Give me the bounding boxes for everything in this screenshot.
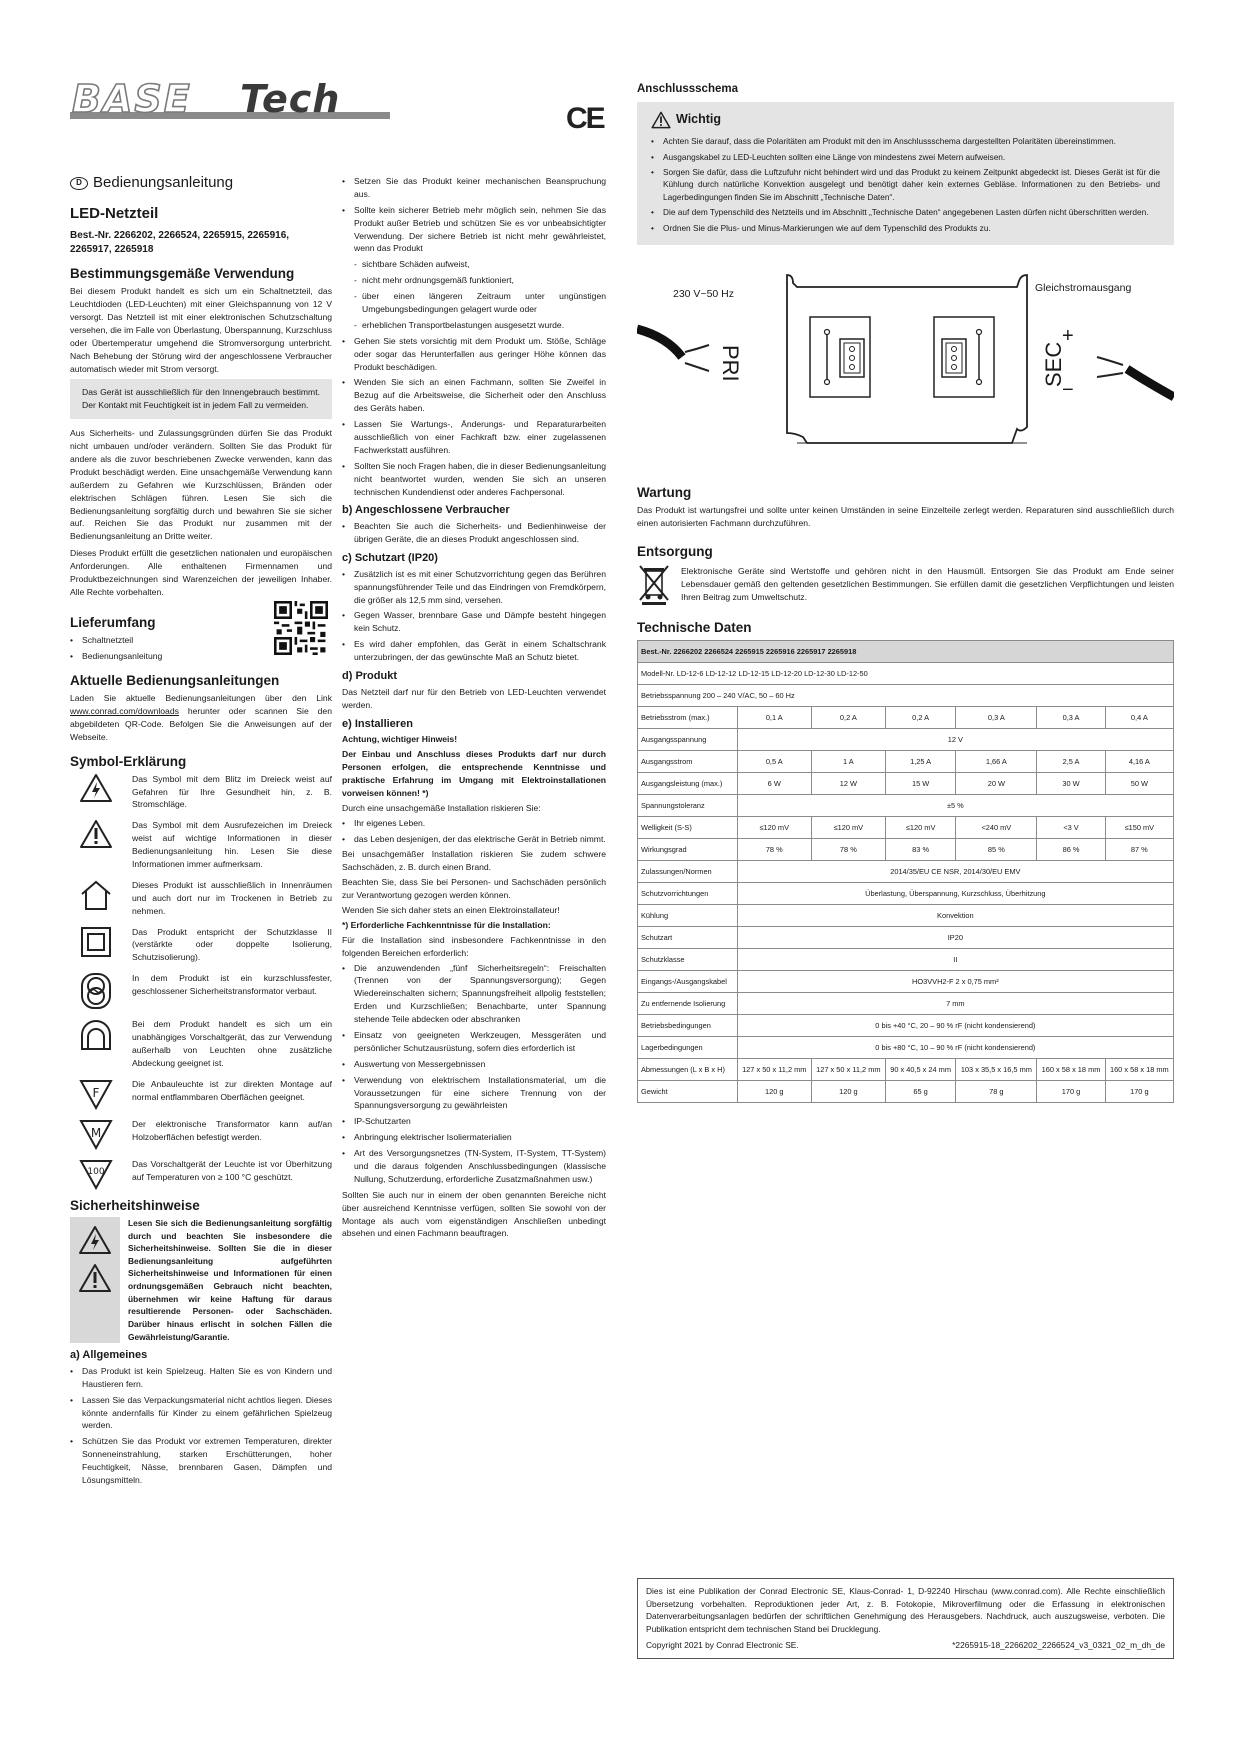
table-label: Eingangs-/Ausgangskabel — [638, 971, 738, 993]
table-cell: Konvektion — [737, 905, 1173, 927]
table-cell: 7 mm — [737, 993, 1173, 1015]
table-label: Betriebsbedingungen — [638, 1015, 738, 1037]
general-item: • Sollte kein sicherer Betrieb mehr möglich sein, nehmen Sie das Produkt außer Betrieb und schützen Sie es vor unbeabsichtigter Verwendung. Der sichere Betrieb ist nicht mehr gewährleistet, wenn das Produkt — [342, 204, 606, 256]
tech-table — [637, 640, 1174, 1103]
table-cell: 20 W — [956, 773, 1037, 795]
basetech-logo-icon — [70, 82, 395, 122]
table-row — [638, 641, 1174, 663]
table-cell: HO3VVH2-F 2 x 0,75 mm² — [737, 971, 1173, 993]
table-cell: 120 g — [811, 1081, 885, 1103]
unsafe-item: - sichtbare Schäden aufweist, — [354, 258, 606, 271]
table-label: Gewicht — [638, 1081, 738, 1103]
general-item: • Sollten Sie noch Fragen haben, die in dieser Bedienungsanleitung nicht beantwortet wurden, wenden Sie sich an unseren technischen Kundendienst oder anderes Fachpersonal. — [342, 460, 606, 499]
scope-item: • Schaltnetzteil — [70, 634, 332, 647]
general-item: • Setzen Sie das Produkt keiner mechanischen Beanspruchung aus. — [342, 175, 606, 201]
knowledge-item: • Art des Versorgungsnetzes (TN-System, IT-System, TT-System) und die daraus folgenden Anschlussbedingungen (klassische Nullung, Schutzerdung, erforderliche Zusatzmaßnahmen usw.) — [342, 1147, 606, 1186]
table-cell: 160 x 58 x 18 mm — [1037, 1059, 1105, 1081]
table-cell: 12 W — [811, 773, 885, 795]
table-row — [638, 839, 1174, 861]
ip-item: • Gegen Wasser, brennbare Gase und Dämpfe besteht hingegen kein Schutz. — [342, 609, 606, 635]
general-item: • Lassen Sie das Verpackungsmaterial nicht achtlos liegen. Dieses könnte andernfalls für Kinder zu einem gefährlichen Spielzeug werden. — [70, 1394, 332, 1433]
table-cell: 0,4 A — [1105, 707, 1173, 729]
table-label: Lagerbedingungen — [638, 1037, 738, 1059]
knowledge-item: • Auswertung von Messergebnissen — [342, 1058, 606, 1071]
table-row — [638, 1037, 1174, 1059]
unsafe-item: - erheblichen Transportbelastungen ausgesetzt wurde. — [354, 319, 606, 332]
intended-p1: Bei diesem Produkt handelt es sich um ein Schaltnetzteil, das Leuchtdioden (LED-Leuchten) mit einer Gleichspannung von 12 V versorgt. Das Netzteil ist mit einer elektronischen Schutzschaltung versehen, die im Falle von Überlastung, Überspannung, Kurzschluss oder Übertemperatur umgehend die Stromversorgung unterbricht. Nach Behebung der Störung wird der angeschlossene Verbraucher automatisch wieder mit Strom versorgt. — [70, 286, 332, 374]
exclamation-triangle-icon — [651, 111, 671, 129]
risk-item: • Ihr eigenes Leben. — [342, 817, 606, 830]
house-icon — [79, 879, 113, 911]
lightning-triangle-icon — [79, 773, 113, 803]
table-cell: Betriebsspannung 200 – 240 V/AC, 50 – 60 Hz — [638, 685, 1174, 707]
table-cell: 6 W — [737, 773, 811, 795]
symbol-row: 100 Das Vorschaltgerät der Leuchte ist vor Überhitzung auf Temperaturen von ≥ 100 °C geschützt. — [70, 1158, 332, 1190]
warning-item: • Ausgangskabel zu LED-Leuchten sollten eine Länge von mindestens zwei Metern aufweisen. — [651, 151, 1160, 163]
table-label: Betriebsstrom (max.) — [638, 707, 738, 729]
table-label: Ausgangsleistung (max.) — [638, 773, 738, 795]
svg-text:100: 100 — [87, 1166, 105, 1177]
install-warning: Achtung, wichtiger Hinweis! — [342, 734, 458, 745]
disposal-heading: Entsorgung — [637, 544, 713, 560]
knowledge-text: Für die Installation sind insbesondere Fachkenntnisse in den folgenden Bereichen erforderlich: — [342, 934, 606, 958]
table-row — [638, 729, 1174, 751]
warning-box — [637, 102, 1174, 245]
symbol-row: M Der elektronische Transformator kann auf/an Holzoberflächen befestigt werden. — [70, 1118, 332, 1150]
table-label: Schutzvorrichtungen — [638, 883, 738, 905]
table-cell: 127 x 50 x 11,2 mm — [737, 1059, 811, 1081]
wiring-heading: Anschlussschema — [637, 83, 738, 95]
knowledge-item: • Anbringung elektrischer Isoliermaterialien — [342, 1131, 606, 1144]
qr-code-icon — [274, 601, 328, 655]
pri-label: PRI — [718, 345, 743, 382]
copyright: Copyright 2021 by Conrad Electronic SE. — [646, 1640, 799, 1651]
knowledge-item: • Einsatz von geeigneten Werkzeugen, Messgeräten und persönlicher Schutzausrüstung, sofern dies erforderlich ist — [342, 1029, 606, 1055]
table-cell: 160 x 58 x 18 mm — [1105, 1059, 1173, 1081]
table-row — [638, 949, 1174, 971]
tech-heading: Technische Daten — [637, 620, 752, 636]
table-row — [638, 663, 1174, 685]
general-item: • Lassen Sie Wartungs-, Änderungs- und Reparaturarbeiten ausschließlich von einer Fachkraft bzw. einer zugelassenen Fachwerkstatt ausführen. — [342, 418, 606, 457]
output-label: Gleichstromausgang — [1035, 282, 1132, 295]
risk-item: • das Leben desjenigen, der das elektrische Gerät in Betrieb nimmt. — [342, 833, 606, 846]
knowledge-item: • IP-Schutzarten — [342, 1115, 606, 1128]
minus-label: − — [1062, 379, 1074, 402]
table-cell: 1,66 A — [956, 751, 1037, 773]
safety-transformer-icon — [80, 972, 112, 1010]
scope-item: • Bedienungsanleitung — [70, 650, 332, 663]
table-label: Abmessungen (L x B x H) — [638, 1059, 738, 1081]
table-cell: 2014/35/EU CE NSR, 2014/30/EU EMV — [737, 861, 1173, 883]
order-number: Best.-Nr. 2266202, 2266524, 2265915, 2265916, 2265917, 2265918 — [70, 230, 290, 255]
intended-p2: Aus Sicherheits- und Zulassungsgründen dürfen Sie das Produkt nicht umbauen und/oder verändern. Sollten Sie das Produkt für andere als die zuvor beschriebenen Zwecke verwenden, kann das Produkt beschädigt werden. Eine unsachgemäße Verwendung kann außerdem zu Gefahren wie Kurzschlüssen, Bränden oder elektrischen Schlägen führen. Lesen Sie sich die Bedienungsanleitung sorgfältig durch und bewahren Sie sie sicher auf. Reichen Sie das Produkt nur zusammen mit der Bedienungsanleitung an Dritte weiter. — [70, 428, 332, 542]
manuals-heading: Aktuelle Bedienungsanleitungen — [70, 672, 280, 688]
general-item: • Gehen Sie stets vorsichtig mit dem Produkt um. Stöße, Schläge oder sogar das Herunterfallen aus geringer Höhe können das Produkt beschädigen. — [342, 335, 606, 374]
knowledge-item: • Verwendung von elektrischem Installationsmaterial, um die Voraussetzungen für eine sichere Trennung von der Spannungsversorgung zu gewährleisten — [342, 1074, 606, 1113]
table-cell: 12 V — [737, 729, 1173, 751]
column-middle — [342, 175, 606, 1242]
brand-logo — [70, 82, 400, 142]
table-cell: 1 A — [811, 751, 885, 773]
warning-item: • Achten Sie darauf, dass die Polaritäten am Produkt mit den im Anschlussschema dargestellten Polaritäten übereinstimmen. — [651, 135, 1160, 147]
table-row — [638, 883, 1174, 905]
table-cell: 0 bis +40 °C, 20 – 90 % rF (nicht kondensierend) — [737, 1015, 1173, 1037]
knowledge-item: • Die anzuwendenden „fünf Sicherheitsregeln“: Freischalten (Trennen von der Spannungsversorgung); Gegen Wiedereinschalten sichern; Spannungsfreiheit allpolig feststellen; Erden und Kurzschließen; Benachbarte, unter Spannung stehende Teile abdecken oder abschranken — [342, 962, 606, 1026]
table-row — [638, 795, 1174, 817]
symbol-row: Dieses Produkt ist ausschließlich in Innenräumen und auch dort nur im Trockenen in Betrieb zu nehmen. — [70, 879, 332, 918]
table-cell: Best.-Nr. 2266202 2266524 2265915 2265916 2265917 2265918 — [638, 641, 1174, 663]
general-heading: a) Allgemeines — [70, 1349, 148, 1362]
ip-item: • Es wird daher empfohlen, das Gerät in einem Schaltschrank unterzubringen, der das gewünschte Maß an Schutz bietet. — [342, 638, 606, 664]
plus-label: + — [1062, 325, 1074, 348]
table-cell: IP20 — [737, 927, 1173, 949]
table-cell: 127 x 50 x 11,2 mm — [811, 1059, 885, 1081]
table-cell: 2,5 A — [1037, 751, 1105, 773]
ce-mark: CE — [566, 102, 604, 135]
f-mark-icon — [79, 1078, 113, 1110]
install-bold: Der Einbau und Anschluss dieses Produkts darf nur durch Personen erfolgen, die entsprechende Kenntnisse und praktische Erfahrung im Umgang mit Elektroinstallationen vorweisen können! *) — [342, 749, 606, 798]
table-cell: 83 % — [885, 839, 955, 861]
table-row — [638, 817, 1174, 839]
ip-heading: c) Schutzart (IP20) — [342, 552, 438, 565]
table-cell: 78 g — [956, 1081, 1037, 1103]
table-row — [638, 927, 1174, 949]
safety-box: Lesen Sie sich die Bedienungsanleitung sorgfältig durch und beachten Sie insbesondere die Sicherheitshinweise. Sollten Sie die in dieser Bedienungsanleitung aufgeführten Sicherheitshinweise und Informationen für einen ordnungsgemäßen Gebrauch nicht beachten, übernehmen wir keine Haftung für daraus resultierende Personen- oder Sachschäden. Darüber hinaus erlischt in solchen Fällen die Gewährleistung/Garantie. — [70, 1217, 332, 1343]
table-row — [638, 1015, 1174, 1037]
table-row — [638, 1081, 1174, 1103]
input-voltage-label: 230 V~50 Hz — [673, 288, 735, 301]
doc-type: Bedienungsanleitung — [93, 174, 234, 191]
table-row — [638, 971, 1174, 993]
svg-text:F: F — [92, 1085, 100, 1100]
knowledge-heading: *) Erforderliche Fachkenntnisse für die Installation: — [342, 919, 551, 930]
table-cell: II — [737, 949, 1173, 971]
wiring-diagram — [637, 257, 1174, 477]
svg-text:M: M — [90, 1125, 102, 1140]
warning-item: • Die auf dem Typenschild des Netzteils und im Abschnitt „Technische Daten“ angegebenen Lasten dürfen nicht überschritten werden. — [651, 206, 1160, 218]
table-row — [638, 1059, 1174, 1081]
unsafe-item: - über einen längeren Zeitraum unter ungünstigen Umgebungsbedingungen gelagert wurde oder — [354, 290, 606, 316]
install-heading: e) Installieren — [342, 717, 413, 730]
exclamation-triangle-icon — [79, 819, 113, 849]
footer-text: Dies ist eine Publikation der Conrad Electronic SE, Klaus-Conrad- 1, D-92240 Hirschau (www.conrad.com). Alle Rechte einschließlich Übersetzung vorbehalten. Reproduktionen jeder Art, z. B. Fotokopie, Mikroverfilmung oder die Erfassung in elektronischen Datenverarbeitungsanlagen bedürfen der schriftlichen Genehmigung des Herausgebers. Nachdruck, auch auszugsweise, verboten. Die Publikation entspricht dem technischen Stand bei Drucklegung. — [646, 1586, 1165, 1634]
table-row — [638, 861, 1174, 883]
doc-code: *2265915-18_2266202_2266524_v3_0321_02_m_dh_de — [952, 1640, 1165, 1651]
product-heading: d) Produkt — [342, 670, 397, 682]
protection-class-2-icon — [80, 926, 112, 958]
downloads-link[interactable]: www.conrad.com/downloads — [70, 705, 179, 716]
product-title: LED-Netzteil — [70, 204, 159, 222]
table-cell: 1,25 A — [885, 751, 955, 773]
maintenance-heading: Wartung — [637, 485, 692, 501]
table-cell: 86 % — [1037, 839, 1105, 861]
svg-text:BASE: BASE — [72, 82, 192, 121]
exclamation-triangle-icon — [78, 1263, 112, 1293]
table-cell: 30 W — [1037, 773, 1105, 795]
table-row — [638, 685, 1174, 707]
table-label: Kühlung — [638, 905, 738, 927]
symbol-row: F Die Anbauleuchte ist zur direkten Montage auf normal entflammbaren Oberflächen geeignet. — [70, 1078, 332, 1110]
table-label: Ausgangsstrom — [638, 751, 738, 773]
table-cell: Modell-Nr. LD-12-6 LD-12-12 LD-12-15 LD-12-20 LD-12-30 LD-12-50 — [638, 663, 1174, 685]
weee-bin-icon — [637, 563, 671, 605]
table-cell: <240 mV — [956, 817, 1037, 839]
ip-item: • Zusätzlich ist es mit einer Schutzvorrichtung gegen das Berühren spannungsführender Teile und das Eindringen von Fremdkörpern, die größer als 12,5 mm sind, versehen. — [342, 568, 606, 607]
product-text: Das Netzteil darf nur für den Betrieb von LED-Leuchten verwendet werden. — [342, 686, 606, 710]
table-cell: 0,1 A — [737, 707, 811, 729]
symbol-row: Das Symbol mit dem Ausrufezeichen im Dreieck weist auf wichtige Informationen in dieser Bedienungsanleitung hin. Lesen Sie diese Informationen immer aufmerksam. — [70, 819, 332, 871]
connected-item: • Beachten Sie auch die Sicherheits- und Bedienhinweise der übrigen Geräte, die an dieses Produkt angeschlossen sind. — [342, 520, 606, 546]
table-label: Spannungstoleranz — [638, 795, 738, 817]
table-row — [638, 773, 1174, 795]
table-cell: 4,16 A — [1105, 751, 1173, 773]
symbol-row: In dem Produkt ist ein kurzschlussfester, geschlossener Sicherheitstransformator verbaut. — [70, 972, 332, 1010]
table-cell: 65 g — [885, 1081, 955, 1103]
table-cell: 0,5 A — [737, 751, 811, 773]
table-label: Zu entfernende Isolierung — [638, 993, 738, 1015]
table-label: Schutzklasse — [638, 949, 738, 971]
table-cell: 0,2 A — [811, 707, 885, 729]
install-p1: Durch eine unsachgemäße Installation riskieren Sie: — [342, 802, 541, 813]
table-cell: 0,2 A — [885, 707, 955, 729]
symbol-row: Das Produkt entspricht der Schutzklasse II (verstärkte oder doppelte Isolierung, Schutzisolierung). — [70, 926, 332, 965]
general-item: • Das Produkt ist kein Spielzeug. Halten Sie es von Kindern und Haustieren fern. — [70, 1365, 332, 1391]
warning-heading: Wichtig — [676, 112, 722, 127]
manuals-text: Laden Sie aktuelle Bedienungsanleitungen über den Link www.conrad.com/downloads herunter oder scannen Sie den abgebildeten QR-Code. Befolgen Sie die Anweisungen auf der Webseite. — [70, 692, 332, 742]
table-cell: 78 % — [737, 839, 811, 861]
table-label: Ausgangsspannung — [638, 729, 738, 751]
table-label: Schutzart — [638, 927, 738, 949]
scope-heading: Lieferumfang — [70, 614, 156, 630]
table-cell: 78 % — [811, 839, 885, 861]
table-cell: ≤120 mV — [737, 817, 811, 839]
table-row — [638, 707, 1174, 729]
table-cell: 103 x 35,5 x 16,5 mm — [956, 1059, 1037, 1081]
general-item: • Schützen Sie das Produkt vor extremen Temperaturen, direkter Sonneneinstrahlung, starken Erschütterungen, hoher Feuchtigkeit, Nässe, brennbaren Gasen, Dämpfen und Lösungsmitteln. — [70, 1435, 332, 1487]
language-badge: D — [70, 177, 88, 190]
warning-item: • Sorgen Sie dafür, dass die Luftzufuhr nicht behindert wird und das Produkt zu keinem Zeitpunkt abgedeckt ist. Dieses Gerät ist für die Kühlung durch natürliche Konvektion ausgelegt und benötigt daher kein externes Gebläse. Informationen zu den Betriebs- und Lagerbedingungen finden Sie im Abschnitt „Technische Daten“. — [651, 166, 1160, 203]
table-row — [638, 993, 1174, 1015]
table-cell: ≤120 mV — [811, 817, 885, 839]
table-label: Zulassungen/Normen — [638, 861, 738, 883]
table-cell: ≤120 mV — [885, 817, 955, 839]
table-cell: 15 W — [885, 773, 955, 795]
table-cell: ≤150 mV — [1105, 817, 1173, 839]
sec-label: SEC — [1041, 341, 1066, 388]
table-cell: 170 g — [1105, 1081, 1173, 1103]
table-cell: 85 % — [956, 839, 1037, 861]
symbol-row: Bei dem Produkt handelt es sich um ein unabhängiges Vorschaltgerät, das zur Verwendung außerhalb von Leuchten ohne zusätzliche Abdeckung geeignet ist. — [70, 1018, 332, 1070]
knowledge-end: Sollten Sie auch nur in einem der oben genannten Bereiche nicht über ausreichend Kenntnisse verfügen, sollten Sie sowohl von der Montage als auch vom eigenständigen Anschließen unbedingt absehen und einen Fachmann beauftragen. — [342, 1189, 606, 1239]
symbol-row: Das Symbol mit dem Blitz im Dreieck weist auf Gefahren für Ihre Gesundheit hin, z. B. Stromschläge. — [70, 773, 332, 812]
intended-p3: Dieses Produkt erfüllt die gesetzlichen nationalen und europäischen Anforderungen. Alle enthaltenen Firmennamen und Produktbezeichnungen sind Warenzeichen der jeweiligen Inhaber. Alle Rechte vorbehalten. — [70, 548, 332, 597]
symbols-heading: Symbol-Erklärung — [70, 753, 187, 769]
m-mark-icon — [79, 1118, 113, 1150]
table-label: Wirkungsgrad — [638, 839, 738, 861]
table-cell: 120 g — [737, 1081, 811, 1103]
table-cell: 0,3 A — [956, 707, 1037, 729]
table-cell: 50 W — [1105, 773, 1173, 795]
independent-gear-icon — [79, 1018, 113, 1052]
connected-heading: b) Angeschlossene Verbraucher — [342, 504, 510, 517]
warning-item: • Ordnen Sie die Plus- und Minus-Markierungen wie auf dem Typenschild des Produkts zu. — [651, 222, 1160, 234]
temp-100-icon — [79, 1158, 113, 1190]
column-right — [637, 82, 1174, 1103]
table-cell: 0,3 A — [1037, 707, 1105, 729]
table-label: Welligkeit (S-S) — [638, 817, 738, 839]
logo-text — [70, 82, 75, 84]
install-p4: Wenden Sie sich daher stets an einen Elektroinstallateur! — [342, 904, 560, 915]
disposal-text: Elektronische Geräte sind Wertstoffe und gehören nicht in den Hausmüll. Entsorgen Sie das Produkt am Ende seiner Lebensdauer gemäß den geltenden gesetzlichen Bestimmungen. Sie erfüllen damit die gesetzlichen Verpflichtungen und leisten Ihren Beitrag zum Umweltschutz. — [681, 566, 1174, 603]
table-cell: 87 % — [1105, 839, 1173, 861]
safety-heading: Sicherheitshinweise — [70, 1197, 200, 1213]
indoor-box: Das Gerät ist ausschließlich für den Innengebrauch bestimmt. Der Kontakt mit Feuchtigkeit ist in jedem Fall zu vermeiden. — [70, 379, 332, 419]
table-cell: 170 g — [1037, 1081, 1105, 1103]
intended-heading: Bestimmungsgemäße Verwendung — [70, 266, 295, 281]
install-p2: Bei unsachgemäßer Installation riskieren Sie zudem schwere Sachschäden, z. B. durch einen Brand. — [342, 849, 606, 873]
lightning-triangle-icon — [78, 1225, 112, 1255]
table-cell: 0 bis +80 °C, 10 – 90 % rF (nicht kondensierend) — [737, 1037, 1173, 1059]
table-cell: ±5 % — [737, 795, 1173, 817]
table-row — [638, 905, 1174, 927]
table-cell: <3 V — [1037, 817, 1105, 839]
footer — [637, 1578, 1174, 1659]
general-item: • Wenden Sie sich an einen Fachmann, sollten Sie Zweifel in Bezug auf die Arbeitsweise, die Sicherheit oder den Anschluss des Geräts haben. — [342, 376, 606, 415]
unsafe-item: - nicht mehr ordnungsgemäß funktioniert, — [354, 274, 606, 287]
install-p3: Beachten Sie, dass Sie bei Personen- und Sachschäden persönlich zur Verantwortung gezogen werden können. — [342, 877, 606, 901]
svg-text:Tech: Tech — [240, 82, 341, 121]
table-cell: Überlastung, Überspannung, Kurzschluss, Überhitzung — [737, 883, 1173, 905]
table-row — [638, 751, 1174, 773]
maintenance-text: Das Produkt ist wartungsfrei und sollte unter keinen Umständen in seine Einzelteile zerlegt werden. Reparaturen sind ausschließlich durch einen autorisierten Fachmann durchzuführen. — [637, 505, 1174, 529]
table-cell: 90 x 40,5 x 24 mm — [885, 1059, 955, 1081]
